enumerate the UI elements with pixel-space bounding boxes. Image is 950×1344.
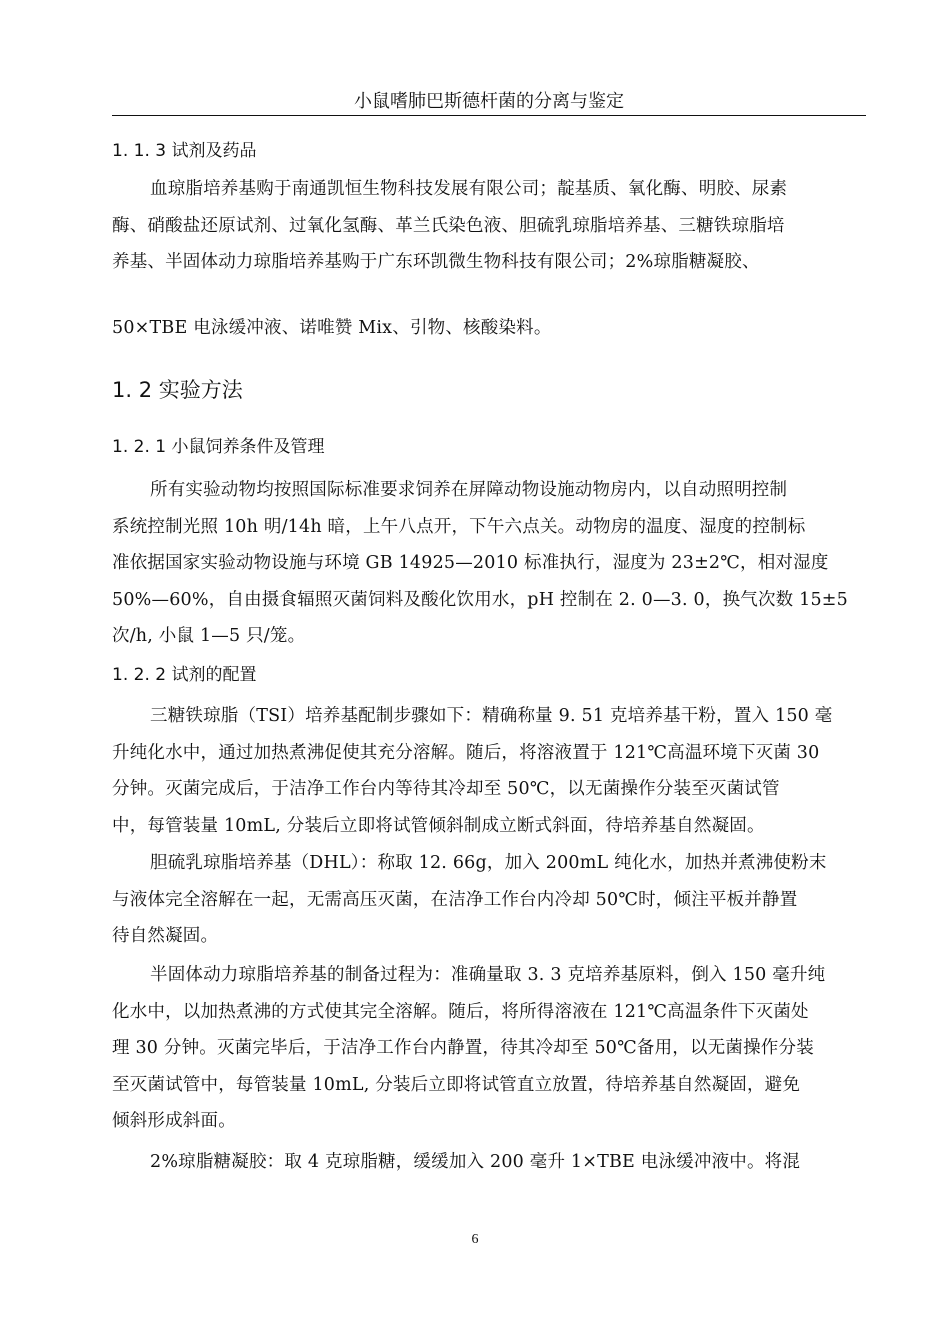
- text-line: 与液体完全溶解在一起，无需高压灭菌，在洁净工作台内冷却 50℃时，倾注平板并静置: [112, 889, 798, 910]
- text-line: 中，每管装量 10mL, 分装后立即将试管倾斜制成立断式斜面，待培养基自然凝固。: [112, 815, 765, 836]
- text-line: 待自然凝固。: [112, 926, 219, 946]
- text-line: 至灭菌试管中，每管装量 10mL, 分装后立即将试管直立放置，待培养基自然凝固，避免: [112, 1074, 801, 1095]
- text-line: 养基、半固体动力琼脂培养基购于广东环凯微生物科技有限公司；2%琼脂糖凝胶、: [112, 252, 760, 272]
- section-heading-1-2: 1. 2 实验方法: [112, 378, 243, 402]
- paragraph-housing: [112, 472, 852, 655]
- text-line: 化水中，以加热煮沸的方式使其完全溶解。随后，将所得溶液在 121℃高温条件下灭菌处: [112, 1001, 809, 1022]
- text-line: 半固体动力琼脂培养基的制备过程为：准确量取 3. 3 克培养基原料，倒入 150 毫升纯: [150, 965, 826, 985]
- text-line: 50×TBE 电泳缓冲液、诺唯赞 Mix、引物、核酸染料。: [112, 318, 552, 338]
- text-line: 50%—60%，自由摄食辐照灭菌饲料及酸化饮用水，pH 控制在 2. 0—3. 0，换气次数 15±5: [112, 589, 848, 610]
- running-header: 小鼠嗜肺巴斯德杆菌的分离与鉴定: [112, 88, 866, 116]
- text-line: 准依据国家实验动物设施与环境 GB 14925—2010 标准执行，湿度为 23±2℃，相对湿度: [112, 553, 829, 573]
- paragraph-dhl: [112, 845, 852, 955]
- text-line: 理 30 分钟。灭菌完毕后，于洁净工作台内静置，待其冷却至 50℃备用，以无菌操作分装: [112, 1038, 814, 1058]
- text-line: 倾斜形成斜面。: [112, 1111, 236, 1131]
- text-line: 系统控制光照 10h 明/14h 暗，上午八点开，下午六点关。动物房的温度、湿度的控制标: [112, 516, 806, 537]
- section-heading-1-1-3: 1. 1. 3 试剂及药品: [112, 141, 257, 161]
- text-line: 三糖铁琼脂（TSI）培养基配制步骤如下：精确称量 9. 51 克培养基干粉，置入 150 毫: [150, 706, 833, 726]
- paragraph-semisolid: [112, 957, 852, 1140]
- text-line: 升纯化水中，通过加热煮沸促使其充分溶解。随后，将溶液置于 121℃高温环境下灭菌 30: [112, 742, 820, 763]
- text-line: 酶、硝酸盐还原试剂、过氧化氢酶、革兰氏染色液、胆硫乳琼脂培养基、三糖铁琼脂培: [112, 215, 785, 236]
- text-line: 2%琼脂糖凝胶：取 4 克琼脂糖，缓缓加入 200 毫升 1×TBE 电泳缓冲液中。将混: [150, 1152, 801, 1172]
- paragraph-reagents-cont: [112, 310, 852, 347]
- text-line: 分钟。灭菌完成后，于洁净工作台内等待其冷却至 50℃，以无菌操作分装至灭菌试管: [112, 779, 780, 799]
- text-line: 血琼脂培养基购于南通凯恒生物科技发展有限公司；靛基质、氧化酶、明胶、尿素: [150, 179, 788, 199]
- text-line: 次/h, 小鼠 1—5 只/笼。: [112, 626, 306, 646]
- paragraph-agarose: [112, 1144, 852, 1181]
- paragraph-reagents: [112, 171, 852, 281]
- paragraph-tsi: [112, 698, 852, 844]
- text-line: 所有实验动物均按照国际标准要求饲养在屏障动物设施动物房内，以自动照明控制: [150, 480, 788, 500]
- text-line: 胆硫乳琼脂培养基（DHL）：称取 12. 66g，加入 200mL 纯化水，加热并煮沸使粉末: [150, 853, 827, 873]
- section-heading-1-2-2: 1. 2. 2 试剂的配置: [112, 665, 257, 685]
- section-heading-1-2-1: 1. 2. 1 小鼠饲养条件及管理: [112, 437, 325, 457]
- page-number: 6: [471, 1232, 479, 1247]
